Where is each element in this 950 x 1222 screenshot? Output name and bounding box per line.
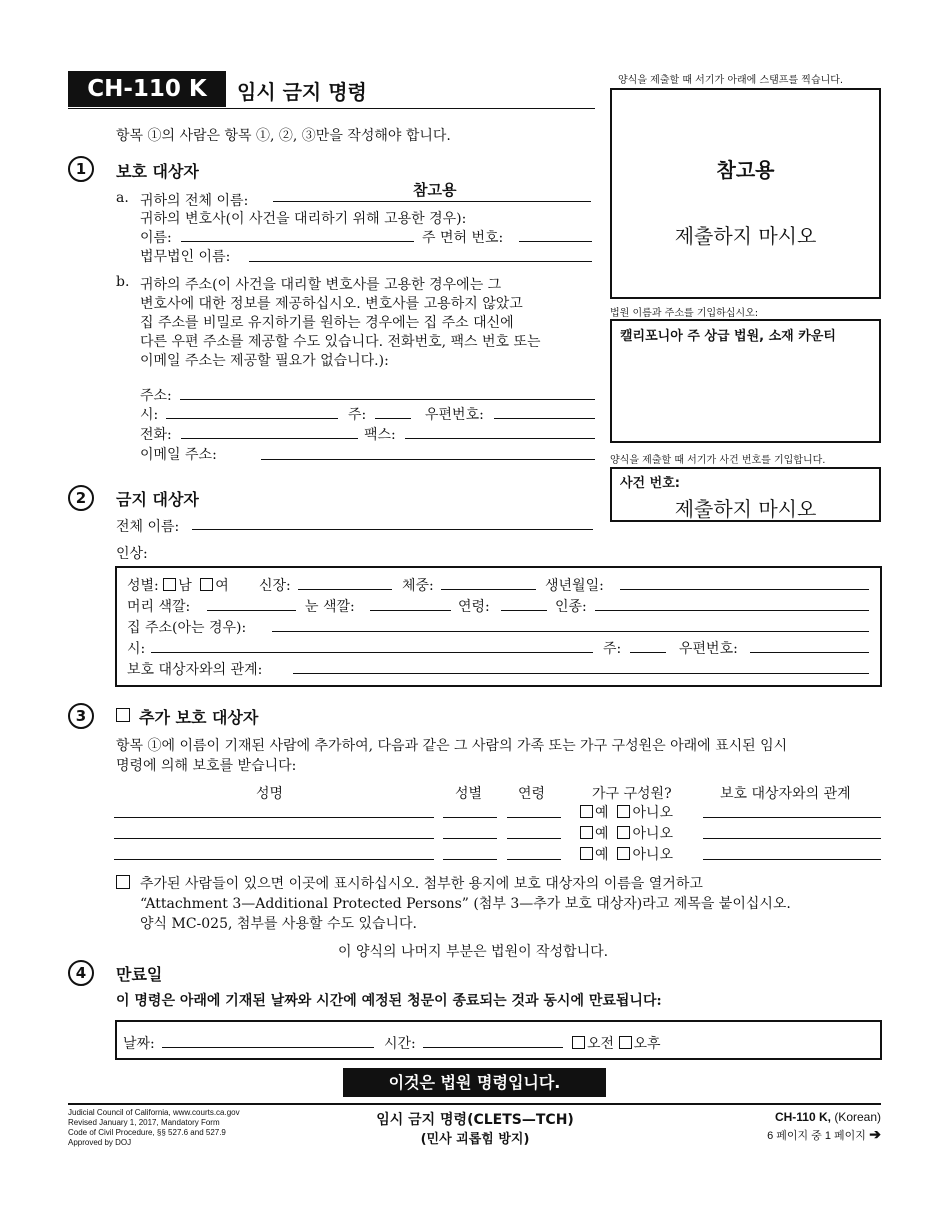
person-relationship-field[interactable] xyxy=(703,817,881,818)
pm-label: 오후 xyxy=(633,1036,661,1052)
date-field[interactable] xyxy=(162,1047,374,1048)
footer-left xyxy=(68,1108,240,1148)
case-note: 양식을 제출할 때 서기가 사건 번호를 기입합니다. xyxy=(610,455,826,466)
no-checkbox[interactable] xyxy=(617,847,630,860)
relationship-field[interactable] xyxy=(293,673,869,674)
am-pm-choice xyxy=(572,1033,661,1053)
footer-right xyxy=(767,1110,881,1143)
am-checkbox[interactable] xyxy=(572,1036,585,1049)
female-label: 여 xyxy=(215,578,229,594)
person-relationship-field[interactable] xyxy=(703,838,881,839)
court-order-banner xyxy=(343,1068,606,1097)
lawyer-name-label: 이름: xyxy=(140,230,172,246)
home-address-field[interactable] xyxy=(272,631,869,632)
column-household: 가구 구성원? xyxy=(592,786,672,802)
footer-left-line: Revised January 1, 2017, Mandatory Form xyxy=(68,1118,220,1127)
section3-intro-line: 항목 ①에 이름이 기재된 사람에 추가하여, 다음과 같은 그 사람의 가족 또는 가구 구성원은 아래에 표시된 임시 xyxy=(116,738,788,754)
court-fill-note: 이 양식의 나머지 부분은 법원이 작성합니다. xyxy=(338,944,609,960)
city-field[interactable] xyxy=(151,652,593,653)
hair-field[interactable] xyxy=(207,610,296,611)
court-value: 캘리포니아 주 상급 법원, 소재 카운티 xyxy=(620,329,836,344)
footer-left-line: Code of Civil Procedure, §§ 527.6 and 527.9 xyxy=(68,1128,226,1137)
section2-title: 금지 대상자 xyxy=(116,490,199,509)
attachment-checkbox[interactable] xyxy=(116,875,130,889)
person-sex-field[interactable] xyxy=(443,838,497,839)
description-label: 인상: xyxy=(116,546,148,562)
person-relationship-field[interactable] xyxy=(703,859,881,860)
address-instruction-line: 변호사에 대한 정보를 제공하십시오. 변호사를 고용하지 않았고 xyxy=(140,296,523,312)
state-label: 주: xyxy=(603,641,622,657)
pm-checkbox[interactable] xyxy=(619,1036,632,1049)
case-label: 사건 번호: xyxy=(620,476,680,491)
zip-label: 우편번호: xyxy=(679,641,738,657)
date-label: 날짜: xyxy=(123,1036,155,1052)
address-field[interactable] xyxy=(180,399,595,400)
item-a-letter: a. xyxy=(116,190,129,206)
stamp-line2: 제출하지 마시오 xyxy=(674,224,817,248)
court-label: 법원 이름과 주소를 기입하십시오: xyxy=(610,308,759,319)
full-name-value: 참고용 xyxy=(413,181,457,199)
column-name: 성명 xyxy=(256,786,284,802)
male-checkbox[interactable] xyxy=(163,578,176,591)
bar-number-label: 주 면허 번호: xyxy=(422,230,504,246)
section-number-3: 3 xyxy=(68,703,94,729)
firm-name-label: 법무법인 이름: xyxy=(140,249,231,265)
footer-language: (Korean) xyxy=(834,1110,881,1124)
footer-left-line: Judicial Council of California, www.courts.ca.gov xyxy=(68,1108,240,1117)
bar-number-field[interactable] xyxy=(519,241,592,242)
phone-label: 전화: xyxy=(140,427,172,443)
section3-intro-line: 명령에 의해 보호를 받습니다: xyxy=(116,758,297,774)
yes-label: 예 xyxy=(595,826,609,842)
column-sex: 성별 xyxy=(455,786,483,802)
email-label: 이메일 주소: xyxy=(140,447,217,463)
no-label: 아니오 xyxy=(632,847,674,863)
race-field[interactable] xyxy=(595,610,869,611)
city-label: 시: xyxy=(127,641,146,657)
restrained-name-label: 전체 이름: xyxy=(116,519,180,535)
female-checkbox[interactable] xyxy=(200,578,213,591)
section-number-4: 4 xyxy=(68,960,94,986)
household-choice xyxy=(580,823,673,843)
section1-title: 보호 대상자 xyxy=(116,162,199,181)
form-code-badge xyxy=(68,71,226,107)
restrained-name-field[interactable] xyxy=(192,529,593,530)
address-instruction-line: 이메일 주소는 제공할 필요가 없습니다.): xyxy=(140,353,389,369)
no-checkbox[interactable] xyxy=(617,826,630,839)
item-b-letter: b. xyxy=(116,274,130,290)
age-field[interactable] xyxy=(501,610,547,611)
eye-field[interactable] xyxy=(370,610,451,611)
sex-label-text: 성별: xyxy=(127,578,159,594)
state-field[interactable] xyxy=(630,652,666,653)
email-field[interactable] xyxy=(261,459,595,460)
footer-center-title: 임시 금지 명령(CLETS—TCH) xyxy=(376,1112,574,1128)
time-label: 시간: xyxy=(384,1036,416,1052)
section4-title: 만료일 xyxy=(116,965,163,984)
no-label: 아니오 xyxy=(632,805,674,821)
description-box xyxy=(115,566,882,687)
person-name-field[interactable] xyxy=(114,817,434,818)
person-name-field[interactable] xyxy=(114,859,434,860)
state-field[interactable] xyxy=(375,418,411,419)
full-name-label: 귀하의 전체 이름: xyxy=(140,193,249,209)
sex-label xyxy=(127,575,229,595)
full-name-field[interactable] xyxy=(273,201,591,202)
person-age-field[interactable] xyxy=(507,817,561,818)
lawyer-name-field[interactable] xyxy=(181,241,414,242)
column-age: 연령 xyxy=(518,786,546,802)
yes-checkbox[interactable] xyxy=(580,826,593,839)
height-field[interactable] xyxy=(298,589,392,590)
lawyer-label: 귀하의 변호사(이 사건을 대리하기 위해 고용한 경우): xyxy=(140,211,467,227)
address-label: 주소: xyxy=(140,388,172,404)
age-label: 연령: xyxy=(458,599,490,615)
household-choice xyxy=(580,802,673,822)
person-age-field[interactable] xyxy=(507,838,561,839)
person-age-field[interactable] xyxy=(507,859,561,860)
yes-label: 예 xyxy=(595,847,609,863)
court-box xyxy=(610,319,881,443)
state-label: 주: xyxy=(348,407,367,423)
relationship-label: 보호 대상자와의 관계: xyxy=(127,662,263,678)
eye-label: 눈 색깔: xyxy=(305,599,355,615)
section3-title: 추가 보호 대상자 xyxy=(139,708,259,727)
instruction-text: 항목 ①의 사람은 항목 ①, ②, ③만을 작성해야 합니다. xyxy=(116,128,451,144)
no-checkbox[interactable] xyxy=(617,805,630,818)
footer-form-code: CH-110 K, xyxy=(774,1110,831,1124)
hair-label: 머리 색깔: xyxy=(127,599,191,615)
home-address-label: 집 주소(아는 경우): xyxy=(127,620,247,636)
footer-rule xyxy=(68,1103,881,1105)
height-label: 신장: xyxy=(259,578,291,594)
expiration-statement: 이 명령은 아래에 기재된 날짜와 시간에 예정된 청문이 종료되는 것과 동시에 만료됩니다: xyxy=(116,993,662,1009)
section-number-1: 1 xyxy=(68,156,94,182)
attachment-line: 양식 MC-025, 첨부를 사용할 수도 있습니다. xyxy=(140,916,417,932)
footer-page-number: 6 페이지 중 1 페이지 xyxy=(767,1130,866,1142)
male-label: 남 xyxy=(178,578,192,594)
address-instruction-line: 귀하의 주소(이 사건을 대리할 변호사를 고용한 경우에는 그 xyxy=(140,277,502,293)
fax-field[interactable] xyxy=(405,438,595,439)
city-field[interactable] xyxy=(166,418,338,419)
fax-label: 팩스: xyxy=(364,427,396,443)
race-label: 인종: xyxy=(555,599,587,615)
person-sex-field[interactable] xyxy=(443,859,497,860)
attachment-line: 추가된 사람들이 있으면 이곳에 표시하십시오. 첨부한 용지에 보호 대상자의 이름을 열거하고 xyxy=(140,876,703,892)
dob-field[interactable] xyxy=(620,589,869,590)
column-relationship: 보호 대상자와의 관계 xyxy=(720,786,851,802)
section-number-2: 2 xyxy=(68,485,94,511)
additional-persons-checkbox[interactable] xyxy=(116,708,130,722)
address-instruction-line: 집 주소를 비밀로 유지하기를 원하는 경우에는 집 주소 대신에 xyxy=(140,315,514,331)
footer-left-line: Approved by DOJ xyxy=(68,1138,132,1147)
person-name-field[interactable] xyxy=(114,838,434,839)
court-order-banner-text: 이것은 법원 명령입니다. xyxy=(388,1073,561,1092)
phone-field[interactable] xyxy=(181,438,358,439)
weight-label: 체중: xyxy=(402,578,434,594)
stamp-note: 양식을 제출할 때 서기가 아래에 스탬프를 찍습니다. xyxy=(618,75,844,86)
address-instruction-line: 다른 우편 주소를 제공할 수도 있습니다. 전화번호, 팩스 번호 또는 xyxy=(140,334,541,350)
form-title: 임시 금지 명령 xyxy=(237,80,367,104)
footer-center-sub: (민사 괴롭힘 방지) xyxy=(420,1132,530,1147)
form-code: CH-110 K xyxy=(87,76,207,102)
firm-name-field[interactable] xyxy=(249,261,592,262)
attachment-line: “Attachment 3—Additional Protected Persons” (첨부 3—추가 보호 대상자)라고 제목을 붙이십시오. xyxy=(140,896,791,912)
household-choice xyxy=(580,844,673,864)
no-label: 아니오 xyxy=(632,826,674,842)
am-label: 오전 xyxy=(587,1036,615,1052)
weight-field[interactable] xyxy=(441,589,536,590)
zip-field[interactable] xyxy=(750,652,869,653)
yes-checkbox[interactable] xyxy=(580,805,593,818)
expiration-box xyxy=(115,1020,882,1060)
zip-label: 우편번호: xyxy=(425,407,484,423)
stamp-line1: 참고용 xyxy=(716,158,775,182)
yes-checkbox[interactable] xyxy=(580,847,593,860)
city-label: 시: xyxy=(140,407,159,423)
stamp-box xyxy=(610,88,881,299)
yes-label: 예 xyxy=(595,805,609,821)
person-sex-field[interactable] xyxy=(443,817,497,818)
zip-field[interactable] xyxy=(494,418,595,419)
case-box xyxy=(610,467,881,522)
case-value: 제출하지 마시오 xyxy=(674,497,817,521)
next-page-arrow-icon[interactable]: ➔ xyxy=(869,1126,881,1142)
dob-label: 생년월일: xyxy=(545,578,604,594)
header-rule xyxy=(68,108,595,109)
time-field[interactable] xyxy=(423,1047,563,1048)
